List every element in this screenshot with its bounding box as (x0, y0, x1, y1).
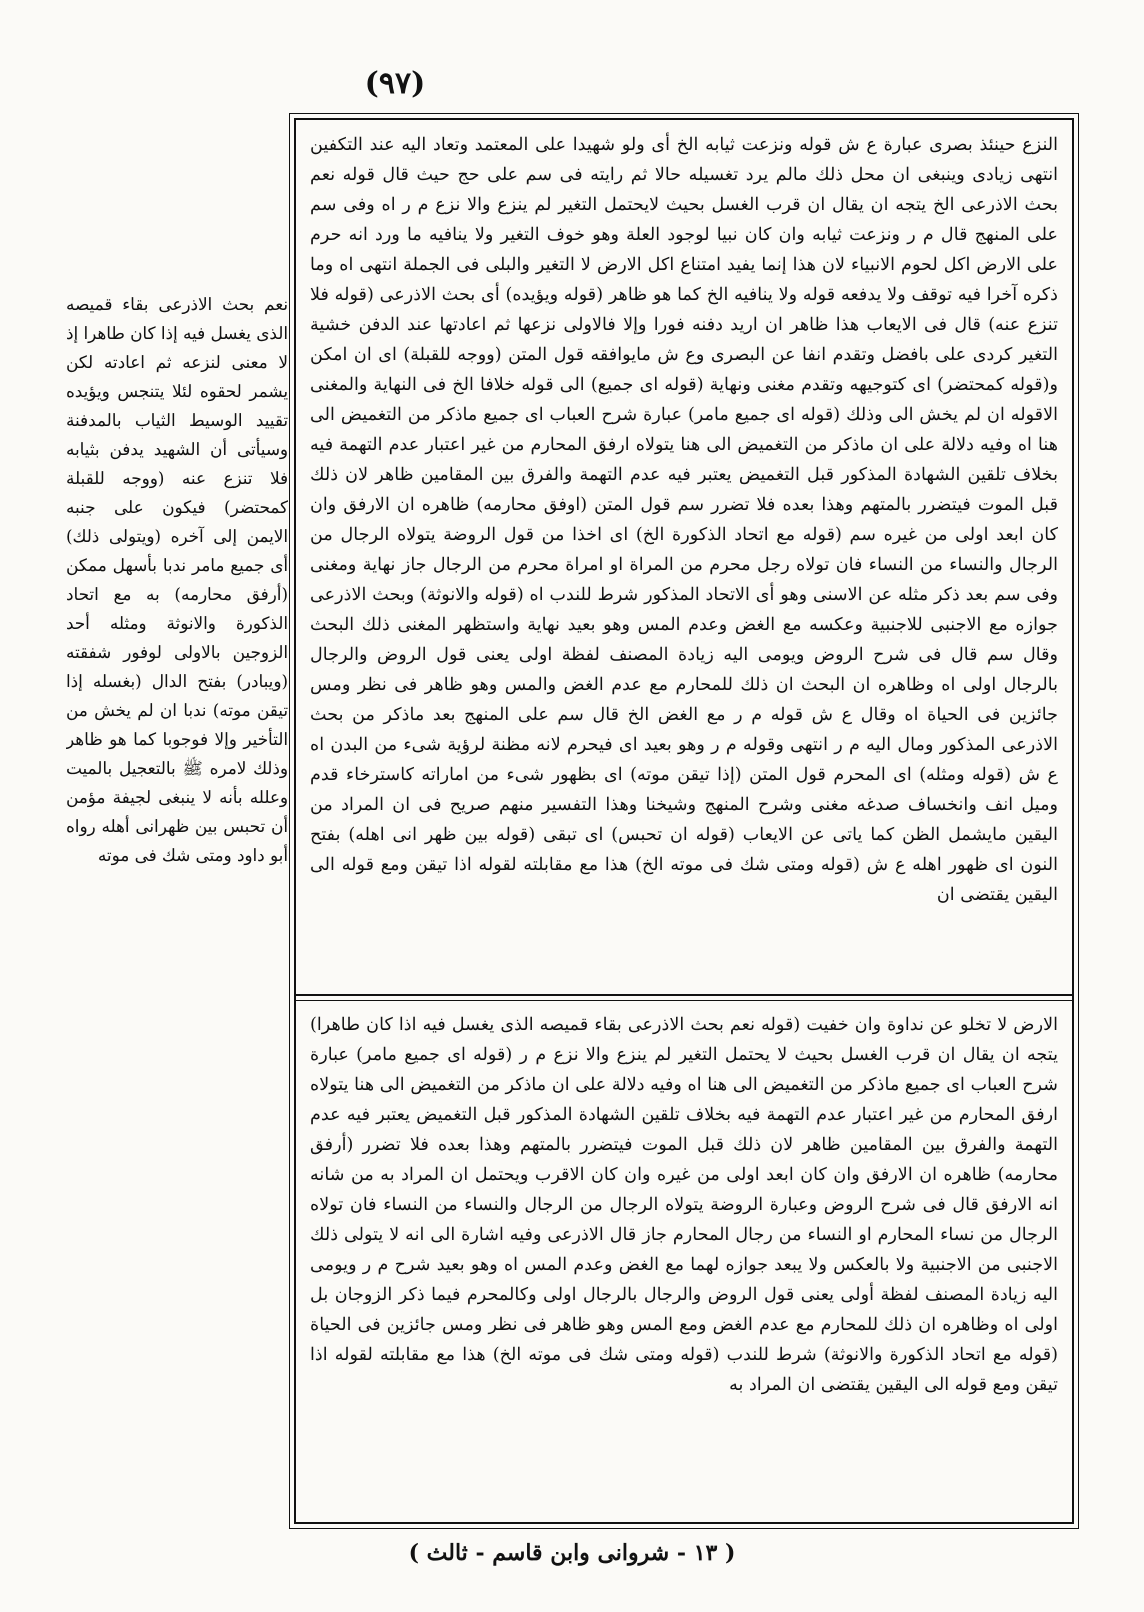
section-divider (296, 994, 1072, 996)
page-footer-signature: ( ١٣ - شروانى وابن قاسم - ثالث ) (408, 1540, 736, 1566)
page-number: (٩٧) (364, 66, 426, 101)
main-commentary-text: النزع حينئذ بصرى عبارة ع ش قوله ونزعت ثيابه الخ أى ولو شهيدا على المعتمد وتعاد اليه عند التكفين انتهى زيادى وينبغى ان محل ذلك مالم يرد تغسيله حالا ثم رايته فى سم على حج حيث قال قوله نعم بحث الاذرعى الخ يتجه ان يقال ان قرب الغسل بحيث لايحتمل التغير لم ينزع والا نزع م ر اه وفى سم على المنهج قال م ر ونزعت ثيابه وان كان نبيا لوجود العلة وهو خوف التغير ولا ينافيه ما ورد انه حرم على الارض اكل لحوم الانبياء لان هذا إنما يفيد امتناع اكل الارض لا التغير والبلى فى الجملة انتهى اه وما ذكره آخرا فيه توقف ولا يدفعه قوله ولا ينافيه الخ كما هو ظاهر (قوله ويؤيده) أى بحث الاذرعى (قوله فلا تنزع عنه) قال فى الايعاب هذا ظاهر ان اريد دفنه فورا وإلا فالاولى نزعها ثم اعادتها عند الدفن خشية التغير كردى على بافضل وتقدم انفا عن البصرى وع ش مايوافقه قول المتن (ووجه للقبلة) اى ان امكن و(قوله كمحتضر) اى كتوجيهه وتقدم مغنى ونهاية (قوله اى جميع) الى قوله خلافا الخ فى النهاية والمغنى الاقوله ان لم يخش الى وذلك (قوله اى جميع مامر) عبارة شرح العباب اى جميع ماذكر من التغميض الى هنا اه وفيه دلالة على ان ماذكر من التغميض الى هنا يتولاه ارفق المحارم من غير اعتبار عدم التهمة فيه بخلاف تلقين الشهادة المذكور قبل التغميض يعتبر فيه عدم التهمة والفرق بين المقامين ظاهر لان ذلك قبل الموت فيتضرر بالمتهم وهذا بعده فلا تضرر سم قول المتن (اوفق محارمه) ظاهره ان الارفق وان كان ابعد اولى من غيره سم (قوله مع اتحاد الذكورة الخ) اى اخذا من قول الروضة يتولاه الرجال من الرجال والنساء من النساء فان تولاه رجل محرم من المراة او امراة محرم من الرجال جاز نهاية ومغنى وفى سم بعد ذكر مثله عن الاسنى وهو أى الاتحاد المذكور شرط للندب اه (قوله والانوثة) وبحث الاذرعى جوازه مع الاجنبى للاجنبية وعكسه مع الغض وعدم المس وهو بعيد نهاية واستظهر المغنى ذلك البحث وقال سم قال فى شرح الروض ويومى اليه زيادة المصنف لفظة اولى يعنى قول الروض والرجال بالرجال اولى اه وظاهره ان البحث ان ذلك للمحارم مع عدم الغض والمس وهو ظاهر فى نظر ومس جائزين فى الحياة اه وقال ع ش قوله م ر مع الغض الخ قال سم على المنهج بعد ماذكر من بحث الاذرعى المذكور ومال اليه م ر انتهى وقوله م ر وهو بعيد اى فيحرم لانه مظنة لرؤية شىء من البدن اه ع ش (قوله ومثله) اى المحرم قول المتن (إذا تيقن موته) اى بظهور شىء من اماراته كاسترخاء قدم وميل انف وانخساف صدغه مغنى وشرح المنهج وشيخنا وهذا التفسير منهم صريح فى ان المراد من اليقين مايشمل الظن كما ياتى عن الايعاب (قوله ان تحبس) اى تبقى (قوله بين ظهر انى اهله) بفتح النون اى ظهور اهله ع ش (قوله ومتى شك فى موته الخ) هذا مع مقابلته لقوله اذا تيقن ومع قوله الى اليقين يقتضى ان (310, 135, 1058, 905)
main-text-frame (294, 118, 1074, 1524)
section-divider-inner (296, 1000, 1072, 1001)
lower-commentary-text: الارض لا تخلو عن نداوة وان خفيت (قوله نعم بحث الاذرعى بقاء قميصه الذى يغسل فيه اذا كان طاهرا) يتجه ان يقال ان قرب الغسل بحيث لا يحتمل التغير لم ينزع والا نزع م ر (قوله اى جميع مامر) عبارة شرح العباب اى جميع ماذكر من التغميض الى هنا اه وفيه دلالة على ان ماذكر من التغميض الى هنا يتولاه ارفق المحارم من غير اعتبار عدم التهمة فيه بخلاف تلقين الشهادة المذكور قبل التغميض يعتبر فيه عدم التهمة والفرق بين المقامين ظاهر لان ذلك قبل الموت فيتضرر بالمتهم وهذا بعده فلا تضرر (أرفق محارمه) ظاهره ان الارفق وان كان ابعد اولى من غيره وان كان الاقرب ويحتمل ان المراد به من شانه انه الارفق قال فى شرح الروض وعبارة الروضة يتولاه الرجال من الرجال والنساء من النساء فان تولاه الرجال من نساء المحارم او النساء من رجال المحارم جاز قال الاذرعى وفيه اشارة الى انه لا يتولى ذلك الاجنبى من الاجنبية ولا بالعكس ولا يبعد جوازه لهما مع الغض وعدم المس اه وهو بعيد شرح م ر ويومى اليه زيادة المصنف لفظة أولى يعنى قول الروض والرجال بالرجال اولى وكالمحرم فيما ذكر الزوجان بل اولى اه وظاهره ان ذلك للمحارم مع عدم الغض ومع المس وهو ظاهر فى نظر ومس جائزين فى الحياة (قوله مع اتحاد الذكورة والانوثة) شرط للندب (قوله ومتى شك فى موته الخ) هذا مع مقابلته لقوله اذا تيقن ومع قوله الى اليقين يقتضى ان المراد به (310, 1015, 1058, 1395)
margin-matn-text: نعم بحث الاذرعى بقاء قميصه الذى يغسل فيه إذا كان طاهرا إذ لا معنى لنزعه ثم اعادته لكن يشمر لحقوه لئلا يتنجس ويؤيده تقييد الوسيط الثياب بالمدفنة وسيأتى أن الشهيد يدفن بثيابه فلا تنزع عنه (ووجه للقبلة كمحتضر) فيكون على جنبه الايمن إلى آخره (ويتولى ذلك) أى جميع مامر ندبا بأسهل ممكن (أرفق محارمه) به مع اتحاد الذكورة والانوثة ومثله أحد الزوجين بالاولى لوفور شفقته (ويبادر) بفتح الدال (بغسله إذا تيقن موته) ندبا ان لم يخش من التأخير وإلا فوجوبا كما هو ظاهر وذلك لامره ﷺ بالتعجيل بالميت وعلله بأنه لا ينبغى لجيفة مؤمن أن تحبس بين ظهرانى أهله رواه أبو داود ومتى شك فى موته (66, 294, 288, 865)
